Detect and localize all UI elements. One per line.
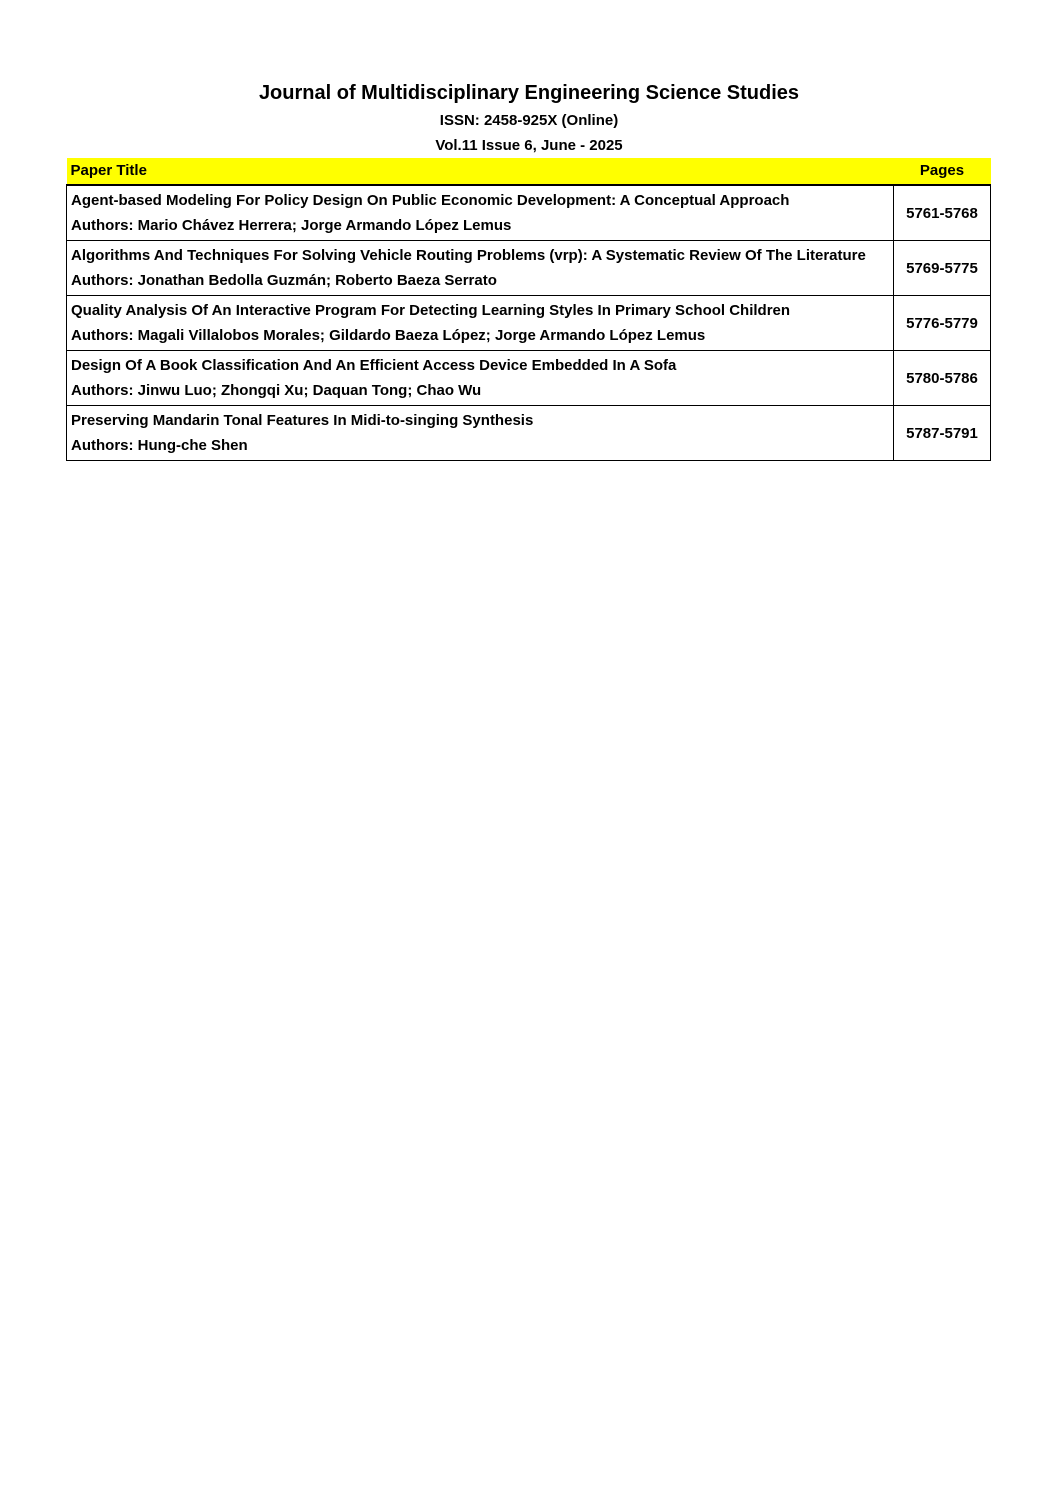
paper-authors: Authors: Jinwu Luo; Zhongqi Xu; Daquan Tong; Chao Wu xyxy=(71,382,482,399)
paper-cell xyxy=(67,351,894,406)
paper-pages: 5776-5779 xyxy=(894,296,991,351)
header-pages: Pages xyxy=(894,158,991,185)
paper-title[interactable]: Agent-based Modeling For Policy Design On Public Economic Development: A Conceptual Approach xyxy=(71,192,790,209)
header-paper-title: Paper Title xyxy=(67,158,894,185)
table-row xyxy=(67,406,991,461)
paper-pages: 5787-5791 xyxy=(894,406,991,461)
paper-pages: 5780-5786 xyxy=(894,351,991,406)
paper-cell xyxy=(67,296,894,351)
table-header-row xyxy=(67,158,991,185)
table-row xyxy=(67,185,991,241)
paper-authors: Authors: Magali Villalobos Morales; Gildardo Baeza López; Jorge Armando López Lemus xyxy=(71,327,706,344)
paper-pages: 5769-5775 xyxy=(894,241,991,296)
paper-authors: Authors: Hung-che Shen xyxy=(71,437,248,454)
paper-authors: Authors: Jonathan Bedolla Guzmán; Roberto Baeza Serrato xyxy=(71,272,497,289)
journal-title: Journal of Multidisciplinary Engineering Science Studies xyxy=(258,82,800,104)
volume-issue-line: Vol.11 Issue 6, June - 2025 xyxy=(435,137,623,154)
table-of-contents xyxy=(66,158,991,461)
issn-line: ISSN: 2458-925X (Online) xyxy=(439,112,619,129)
paper-title[interactable]: Design Of A Book Classification And An Efficient Access Device Embedded In A Sofa xyxy=(71,357,677,374)
table-row xyxy=(67,351,991,406)
paper-pages: 5761-5768 xyxy=(894,185,991,241)
paper-title[interactable]: Algorithms And Techniques For Solving Vehicle Routing Problems (vrp): A Systematic Review Of The Literature xyxy=(71,247,866,264)
paper-cell xyxy=(67,185,894,241)
table-row xyxy=(67,296,991,351)
paper-title[interactable]: Preserving Mandarin Tonal Features In Midi-to-singing Synthesis xyxy=(71,412,534,429)
paper-cell xyxy=(67,406,894,461)
paper-title[interactable]: Quality Analysis Of An Interactive Program For Detecting Learning Styles In Primary School Children xyxy=(71,302,791,319)
paper-authors: Authors: Mario Chávez Herrera; Jorge Armando López Lemus xyxy=(71,217,512,234)
table-row xyxy=(67,241,991,296)
paper-cell xyxy=(67,241,894,296)
